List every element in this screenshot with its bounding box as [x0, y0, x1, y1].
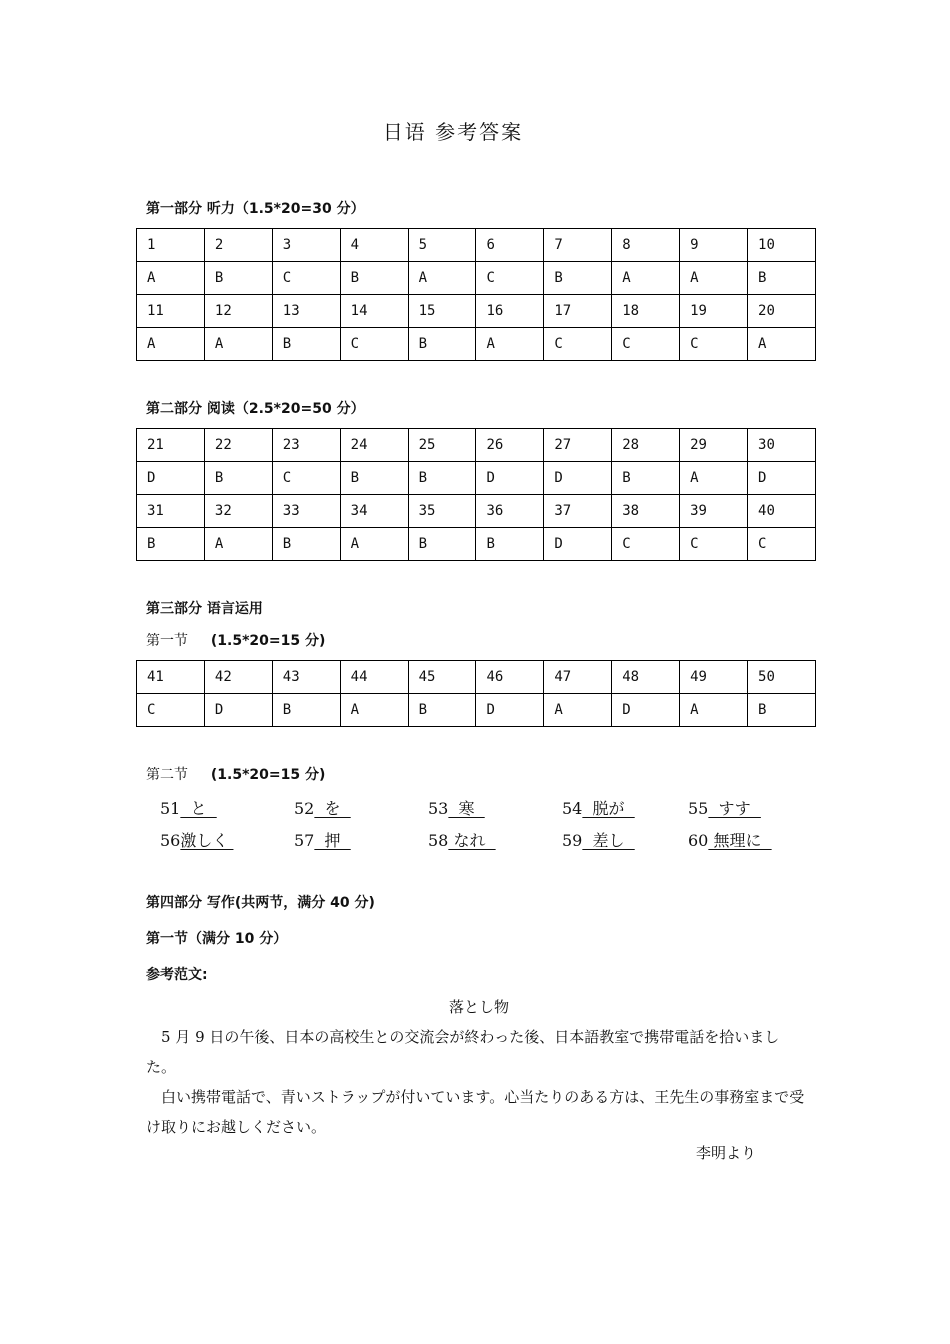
table-cell: 26 [476, 429, 544, 462]
table-cell: C [137, 694, 205, 727]
part1-answer-table [136, 228, 816, 361]
table-cell: A [340, 528, 408, 561]
table-cell: 39 [680, 495, 748, 528]
table-cell: D [204, 694, 272, 727]
table-cell: 34 [340, 495, 408, 528]
table-cell: 11 [137, 295, 205, 328]
table-cell: 27 [544, 429, 612, 462]
table-cell: 6 [476, 229, 544, 262]
table-cell: 42 [204, 661, 272, 694]
part3-heading: 第三部分 语言运用 [146, 601, 263, 617]
table-cell: 38 [612, 495, 680, 528]
fill-item [294, 796, 351, 819]
table-row [137, 528, 816, 561]
part3-section1-heading [146, 630, 325, 650]
table-cell: B [408, 694, 476, 727]
fill-answer: と [180, 799, 217, 818]
table-cell: B [340, 262, 408, 295]
fill-number: 60 [688, 831, 709, 850]
table-cell: 16 [476, 295, 544, 328]
table-cell: D [544, 528, 612, 561]
fill-number: 52 [294, 799, 315, 818]
table-row [137, 295, 816, 328]
table-cell: 3 [272, 229, 340, 262]
table-cell: 12 [204, 295, 272, 328]
table-cell: A [204, 528, 272, 561]
table-cell: A [204, 328, 272, 361]
table-cell: C [680, 528, 748, 561]
fill-number: 54 [562, 799, 583, 818]
table-cell: 17 [544, 295, 612, 328]
table-cell: 13 [272, 295, 340, 328]
table-row [137, 462, 816, 495]
fill-answer: 押 [314, 831, 351, 850]
table-cell: C [544, 328, 612, 361]
essay-signature: 李明より [696, 1144, 757, 1162]
fill-item [428, 796, 485, 819]
table-cell: 30 [748, 429, 816, 462]
table-row [137, 495, 816, 528]
fill-answer: を [314, 799, 351, 818]
table-cell: 50 [748, 661, 816, 694]
fill-item [294, 828, 351, 851]
table-cell: A [137, 328, 205, 361]
fill-item [428, 828, 496, 851]
table-cell: D [137, 462, 205, 495]
section2-score: (1.5*20=15 分) [210, 767, 326, 783]
table-cell: 31 [137, 495, 205, 528]
table-cell: A [612, 262, 680, 295]
table-row [137, 661, 816, 694]
fill-item [562, 796, 635, 819]
fill-item [160, 828, 233, 851]
fill-item [562, 828, 635, 851]
table-cell: A [748, 328, 816, 361]
table-cell: 20 [748, 295, 816, 328]
table-cell: 44 [340, 661, 408, 694]
table-cell: 15 [408, 295, 476, 328]
section1-label: 第一节 [146, 633, 188, 649]
table-cell: C [476, 262, 544, 295]
essay-paragraph: 白い携帯電話で、青いストラップが付いています。心当たりのある方は、王先生の事務室まで受け取りにお越しください。 [146, 1088, 805, 1136]
fill-answer: なれ [448, 831, 496, 850]
fill-number: 59 [562, 831, 583, 850]
table-row [137, 328, 816, 361]
table-cell: D [476, 462, 544, 495]
table-cell: B [748, 262, 816, 295]
part4-section1-heading: 第一节（满分 10 分） [146, 931, 288, 947]
table-cell: 2 [204, 229, 272, 262]
table-cell: A [680, 262, 748, 295]
fill-number: 53 [428, 799, 449, 818]
fill-item [160, 796, 217, 819]
table-cell: 47 [544, 661, 612, 694]
essay-paragraph: 5 月 9 日の午後、日本の高校生との交流会が終わった後、日本語教室で携帯電話を拾いました。 [146, 1028, 780, 1076]
table-cell: C [340, 328, 408, 361]
table-cell: 8 [612, 229, 680, 262]
table-cell: B [476, 528, 544, 561]
table-cell: A [680, 462, 748, 495]
table-cell: 43 [272, 661, 340, 694]
table-cell: B [137, 528, 205, 561]
table-cell: D [544, 462, 612, 495]
table-cell: B [204, 262, 272, 295]
table-cell: 32 [204, 495, 272, 528]
table-cell: 28 [612, 429, 680, 462]
table-cell: 9 [680, 229, 748, 262]
table-cell: B [748, 694, 816, 727]
table-cell: 10 [748, 229, 816, 262]
table-cell: 23 [272, 429, 340, 462]
table-cell: 14 [340, 295, 408, 328]
table-cell: 33 [272, 495, 340, 528]
fill-number: 57 [294, 831, 315, 850]
table-cell: 29 [680, 429, 748, 462]
table-cell: A [476, 328, 544, 361]
table-cell: 48 [612, 661, 680, 694]
part2-answer-table [136, 428, 816, 561]
table-cell: B [408, 462, 476, 495]
table-cell: 46 [476, 661, 544, 694]
table-cell: A [137, 262, 205, 295]
table-cell: 22 [204, 429, 272, 462]
table-row [137, 429, 816, 462]
table-cell: 4 [340, 229, 408, 262]
table-cell: C [272, 462, 340, 495]
table-cell: 18 [612, 295, 680, 328]
fill-answer: 激しく [180, 831, 234, 850]
table-cell: 19 [680, 295, 748, 328]
fill-number: 51 [160, 799, 181, 818]
table-cell: 37 [544, 495, 612, 528]
table-cell: B [408, 528, 476, 561]
table-cell: 25 [408, 429, 476, 462]
table-cell: C [748, 528, 816, 561]
table-cell: A [408, 262, 476, 295]
fill-number: 55 [688, 799, 709, 818]
section1-score: (1.5*20=15 分) [210, 633, 326, 649]
table-cell: A [544, 694, 612, 727]
table-cell: D [612, 694, 680, 727]
table-cell: B [204, 462, 272, 495]
table-cell: B [340, 462, 408, 495]
table-cell: B [272, 694, 340, 727]
part2-heading: 第二部分 阅读（2.5*20=50 分） [146, 401, 365, 417]
table-cell: B [272, 328, 340, 361]
table-cell: D [748, 462, 816, 495]
part3-answer-table [136, 660, 816, 727]
fill-answer: 脱が [582, 799, 635, 818]
table-cell: 7 [544, 229, 612, 262]
part4-heading: 第四部分 写作(共两节，满分 40 分) [146, 895, 375, 911]
fill-answer: 差し [582, 831, 635, 850]
table-cell: 41 [137, 661, 205, 694]
table-cell: 5 [408, 229, 476, 262]
table-cell: C [612, 528, 680, 561]
part1-heading: 第一部分 听力（1.5*20=30 分） [146, 201, 365, 217]
table-cell: B [408, 328, 476, 361]
essay-title: 落とし物 [448, 998, 509, 1016]
table-cell: 24 [340, 429, 408, 462]
table-row [137, 229, 816, 262]
fill-answer: 寒 [448, 799, 485, 818]
table-cell: C [272, 262, 340, 295]
table-cell: 45 [408, 661, 476, 694]
fill-item [688, 828, 772, 851]
table-cell: A [340, 694, 408, 727]
table-cell: A [680, 694, 748, 727]
table-cell: D [476, 694, 544, 727]
part3-section2-heading [146, 764, 325, 784]
table-cell: 40 [748, 495, 816, 528]
table-cell: B [544, 262, 612, 295]
table-cell: 21 [137, 429, 205, 462]
fill-number: 58 [428, 831, 449, 850]
fill-item [688, 796, 761, 819]
table-cell: 49 [680, 661, 748, 694]
table-row [137, 262, 816, 295]
fill-answer: 無理に [708, 831, 772, 850]
table-cell: B [272, 528, 340, 561]
fill-answer: すす [708, 799, 761, 818]
sample-essay-label: 参考范文: [146, 967, 208, 983]
table-cell: C [612, 328, 680, 361]
section2-label: 第二节 [146, 767, 188, 783]
table-cell: C [680, 328, 748, 361]
table-cell: 35 [408, 495, 476, 528]
table-cell: B [612, 462, 680, 495]
page-title: 日语 参考答案 [382, 120, 524, 144]
table-cell: 36 [476, 495, 544, 528]
table-row [137, 694, 816, 727]
table-cell: 1 [137, 229, 205, 262]
fill-number: 56 [160, 831, 181, 850]
